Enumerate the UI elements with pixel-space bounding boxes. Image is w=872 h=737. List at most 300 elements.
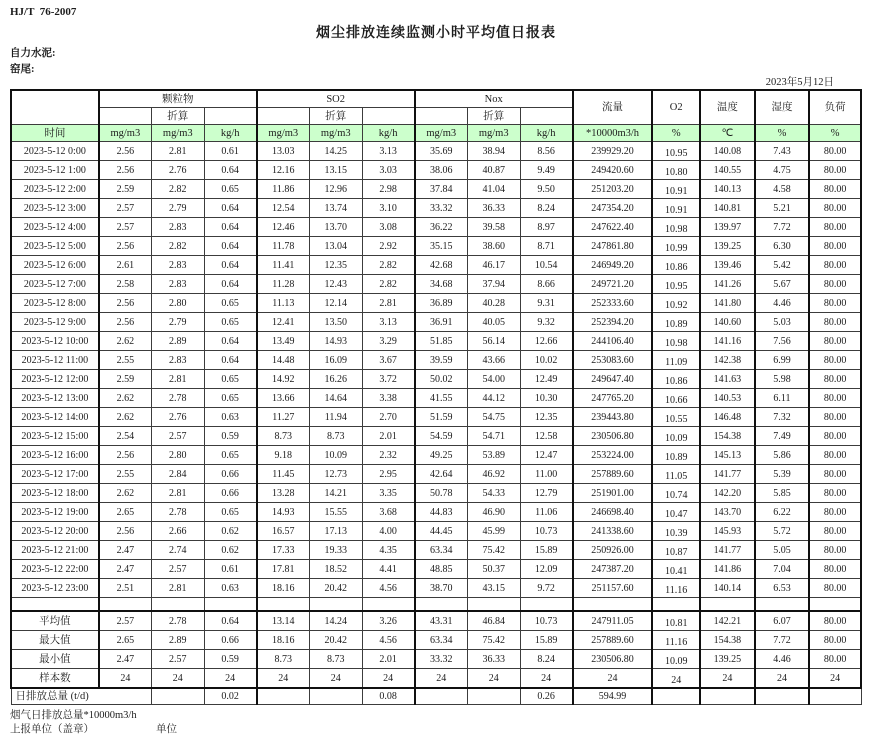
value-cell: 3.29 — [362, 332, 415, 351]
load-header: 负荷 — [809, 90, 861, 125]
value-cell: 10.86 — [652, 370, 700, 389]
value-cell: 2.56 — [99, 237, 152, 256]
value-cell: 141.80 — [700, 294, 755, 313]
value-cell: 12.49 — [520, 370, 573, 389]
value-cell: 54.71 — [467, 427, 520, 446]
hour-row — [11, 560, 861, 579]
value-cell: 12.41 — [257, 313, 310, 332]
value-cell: 9.50 — [520, 180, 573, 199]
value-cell: 8.73 — [257, 427, 310, 446]
value-cell: 2.83 — [151, 275, 204, 294]
value-cell: 51.85 — [415, 332, 468, 351]
value-cell: 12.35 — [520, 408, 573, 427]
summary-value-cell: 24 — [467, 669, 520, 689]
time-cell: 2023-5-12 10:00 — [11, 332, 99, 351]
value-cell: 2.56 — [99, 142, 152, 161]
value-cell: 2.82 — [362, 275, 415, 294]
blank-cell — [652, 598, 700, 612]
summary-value-cell: 6.07 — [755, 611, 810, 631]
daily-total-cell — [151, 688, 204, 705]
value-cell: 10.09 — [309, 446, 362, 465]
time-cell: 2023-5-12 1:00 — [11, 161, 99, 180]
value-cell: 2.59 — [99, 370, 152, 389]
value-cell: 3.10 — [362, 199, 415, 218]
value-cell: 0.61 — [204, 560, 257, 579]
daily-total-cell: 594.99 — [573, 688, 653, 705]
value-cell: 10.55 — [652, 408, 700, 427]
value-cell: 6.11 — [755, 389, 810, 408]
value-cell: 42.64 — [415, 465, 468, 484]
summary-value-cell: 24 — [520, 669, 573, 689]
summary-value-cell: 24 — [99, 669, 152, 689]
value-cell: 10.47 — [652, 503, 700, 522]
summary-value-cell: 154.38 — [700, 631, 755, 650]
value-cell: 140.81 — [700, 199, 755, 218]
flue-gas-total-note: 烟气日排放总量*10000m3/h — [10, 710, 137, 721]
value-cell: 2.80 — [151, 446, 204, 465]
value-cell: 250926.00 — [573, 541, 653, 560]
value-cell: 0.64 — [204, 199, 257, 218]
time-cell: 2023-5-12 8:00 — [11, 294, 99, 313]
time-cell: 2023-5-12 9:00 — [11, 313, 99, 332]
daily-total-cell — [755, 688, 810, 705]
time-cell: 2023-5-12 15:00 — [11, 427, 99, 446]
value-cell: 10.98 — [652, 218, 700, 237]
value-cell: 2.32 — [362, 446, 415, 465]
value-cell: 8.73 — [309, 427, 362, 446]
value-cell: 5.39 — [755, 465, 810, 484]
value-cell: 10.73 — [520, 522, 573, 541]
value-cell: 2.66 — [151, 522, 204, 541]
summary-value-cell: 10.81 — [652, 611, 700, 631]
value-cell: 13.49 — [257, 332, 310, 351]
value-cell: 0.64 — [204, 237, 257, 256]
value-cell: 0.65 — [204, 389, 257, 408]
report-unit-label: 上报单位（盖章） — [10, 724, 94, 735]
value-cell: 40.28 — [467, 294, 520, 313]
summary-value-cell: 2.01 — [362, 650, 415, 669]
value-cell: 19.33 — [309, 541, 362, 560]
value-cell: 15.55 — [309, 503, 362, 522]
value-cell: 2.83 — [151, 351, 204, 370]
value-cell: 80.00 — [809, 484, 861, 503]
value-cell: 6.53 — [755, 579, 810, 598]
value-cell: 2.47 — [99, 541, 152, 560]
value-cell: 44.83 — [415, 503, 468, 522]
value-cell: 46.90 — [467, 503, 520, 522]
value-cell: 239443.80 — [573, 408, 653, 427]
value-cell: 10.80 — [652, 161, 700, 180]
value-cell: 2.92 — [362, 237, 415, 256]
time-cell: 2023-5-12 18:00 — [11, 484, 99, 503]
time-cell: 2023-5-12 14:00 — [11, 408, 99, 427]
page-title: 烟尘排放连续监测小时平均值日报表 — [316, 26, 556, 41]
value-cell: 10.87 — [652, 541, 700, 560]
value-cell: 11.41 — [257, 256, 310, 275]
time-cell: 2023-5-12 22:00 — [11, 560, 99, 579]
value-cell: 80.00 — [809, 427, 861, 446]
value-cell: 2.54 — [99, 427, 152, 446]
converted-label: 折算 — [467, 108, 520, 125]
summary-value-cell: 43.31 — [415, 611, 468, 631]
value-cell: 13.66 — [257, 389, 310, 408]
value-cell: 9.18 — [257, 446, 310, 465]
summary-value-cell: 24 — [362, 669, 415, 689]
value-cell: 12.73 — [309, 465, 362, 484]
hour-row — [11, 541, 861, 560]
summary-value-cell: 257889.60 — [573, 631, 653, 650]
value-cell: 11.28 — [257, 275, 310, 294]
value-cell: 139.97 — [700, 218, 755, 237]
summary-value-cell: 8.24 — [520, 650, 573, 669]
summary-value-cell: 4.46 — [755, 650, 810, 669]
summary-value-cell: 10.09 — [652, 650, 700, 669]
daily-total-cell: 0.02 — [204, 688, 257, 705]
value-cell: 2.51 — [99, 579, 152, 598]
value-cell: 16.09 — [309, 351, 362, 370]
value-cell: 10.86 — [652, 256, 700, 275]
value-cell: 2.56 — [99, 313, 152, 332]
value-cell: 7.32 — [755, 408, 810, 427]
header-group-row — [11, 90, 861, 108]
value-cell: 0.59 — [204, 427, 257, 446]
value-cell: 2.78 — [151, 389, 204, 408]
value-cell: 80.00 — [809, 465, 861, 484]
value-cell: 38.60 — [467, 237, 520, 256]
value-cell: 2.59 — [99, 180, 152, 199]
blank-cell — [257, 598, 310, 612]
value-cell: 140.13 — [700, 180, 755, 199]
summary-value-cell: 2.57 — [99, 611, 152, 631]
value-cell: 13.70 — [309, 218, 362, 237]
value-cell: 16.57 — [257, 522, 310, 541]
hour-row — [11, 446, 861, 465]
value-cell: 139.25 — [700, 237, 755, 256]
value-cell: 2.84 — [151, 465, 204, 484]
value-cell: 13.03 — [257, 142, 310, 161]
value-cell: 75.42 — [467, 541, 520, 560]
value-cell: 80.00 — [809, 142, 861, 161]
value-cell: 80.00 — [809, 446, 861, 465]
value-cell: 140.53 — [700, 389, 755, 408]
value-cell: 253083.60 — [573, 351, 653, 370]
blank-cell — [415, 108, 468, 125]
summary-value-cell: 3.26 — [362, 611, 415, 631]
value-cell: 12.14 — [309, 294, 362, 313]
value-cell: 11.86 — [257, 180, 310, 199]
daily-total-cell — [257, 688, 310, 705]
value-cell: 10.41 — [652, 560, 700, 579]
value-cell: 10.39 — [652, 522, 700, 541]
value-cell: 141.63 — [700, 370, 755, 389]
value-cell: 80.00 — [809, 541, 861, 560]
footer — [10, 709, 862, 737]
value-cell: 2.83 — [151, 218, 204, 237]
value-cell: 9.31 — [520, 294, 573, 313]
value-cell: 5.86 — [755, 446, 810, 465]
unit-cell: mg/m3 — [467, 125, 520, 142]
value-cell: 2.47 — [99, 560, 152, 579]
value-cell: 251901.00 — [573, 484, 653, 503]
hour-row — [11, 180, 861, 199]
converted-label: 折算 — [309, 108, 362, 125]
summary-value-cell: 2.65 — [99, 631, 152, 650]
value-cell: 0.66 — [204, 484, 257, 503]
hour-row — [11, 370, 861, 389]
summary-value-cell: 139.25 — [700, 650, 755, 669]
value-cell: 15.89 — [520, 541, 573, 560]
value-cell: 10.91 — [652, 199, 700, 218]
value-cell: 141.86 — [700, 560, 755, 579]
hour-row — [11, 389, 861, 408]
summary-row — [11, 669, 861, 689]
value-cell: 45.99 — [467, 522, 520, 541]
value-cell: 80.00 — [809, 218, 861, 237]
value-cell: 140.14 — [700, 579, 755, 598]
summary-value-cell: 7.72 — [755, 631, 810, 650]
unit-cell: % — [652, 125, 700, 142]
blank-cell — [11, 598, 99, 612]
group-nox-header: Nox — [415, 90, 573, 108]
kiln-location: 窑尾: — [10, 64, 35, 75]
value-cell: 2.61 — [99, 256, 152, 275]
time-cell: 2023-5-12 19:00 — [11, 503, 99, 522]
value-cell: 14.48 — [257, 351, 310, 370]
summary-value-cell: 24 — [151, 669, 204, 689]
hour-row — [11, 199, 861, 218]
flow-header: 流量 — [573, 90, 653, 125]
value-cell: 0.66 — [204, 465, 257, 484]
value-cell: 80.00 — [809, 522, 861, 541]
value-cell: 247622.40 — [573, 218, 653, 237]
daily-total-cell — [309, 688, 362, 705]
value-cell: 141.77 — [700, 465, 755, 484]
blank-cell — [415, 598, 468, 612]
value-cell: 35.69 — [415, 142, 468, 161]
value-cell: 8.56 — [520, 142, 573, 161]
value-cell: 9.49 — [520, 161, 573, 180]
summary-value-cell: 24 — [573, 669, 653, 689]
blank-cell — [362, 108, 415, 125]
value-cell: 5.67 — [755, 275, 810, 294]
value-cell: 0.64 — [204, 275, 257, 294]
summary-value-cell: 24 — [809, 669, 861, 689]
value-cell: 0.63 — [204, 579, 257, 598]
summary-row — [11, 611, 861, 631]
hour-row — [11, 256, 861, 275]
unit-label: 单位 — [156, 724, 177, 735]
summary-label: 样本数 — [11, 669, 99, 689]
hour-row — [11, 408, 861, 427]
time-cell: 2023-5-12 17:00 — [11, 465, 99, 484]
value-cell: 43.15 — [467, 579, 520, 598]
summary-label: 平均值 — [11, 611, 99, 631]
blank-cell — [257, 108, 310, 125]
unit-cell: kg/h — [362, 125, 415, 142]
value-cell: 2.81 — [151, 484, 204, 503]
value-cell: 2.82 — [362, 256, 415, 275]
value-cell: 251157.60 — [573, 579, 653, 598]
value-cell: 11.27 — [257, 408, 310, 427]
value-cell: 80.00 — [809, 579, 861, 598]
group-so2-header: SO2 — [257, 90, 415, 108]
summary-value-cell: 75.42 — [467, 631, 520, 650]
time-column-header: 时间 — [11, 125, 99, 142]
value-cell: 44.45 — [415, 522, 468, 541]
value-cell: 2.81 — [151, 579, 204, 598]
summary-value-cell: 24 — [204, 669, 257, 689]
value-cell: 38.70 — [415, 579, 468, 598]
value-cell: 8.24 — [520, 199, 573, 218]
summary-value-cell: 63.34 — [415, 631, 468, 650]
company-name: 自力水泥: — [10, 48, 56, 59]
blank-cell — [99, 598, 152, 612]
hour-row — [11, 237, 861, 256]
daily-total-cell — [700, 688, 755, 705]
value-cell: 7.04 — [755, 560, 810, 579]
value-cell: 50.37 — [467, 560, 520, 579]
value-cell: 246698.40 — [573, 503, 653, 522]
daily-total-cell — [652, 688, 700, 705]
value-cell: 80.00 — [809, 332, 861, 351]
value-cell: 2.83 — [151, 256, 204, 275]
time-cell: 2023-5-12 6:00 — [11, 256, 99, 275]
value-cell: 80.00 — [809, 199, 861, 218]
humidity-header: 湿度 — [755, 90, 810, 125]
daily-total-label: 日排放总量 (t/d) — [11, 688, 151, 705]
value-cell: 14.64 — [309, 389, 362, 408]
value-cell: 2.55 — [99, 465, 152, 484]
value-cell: 4.00 — [362, 522, 415, 541]
value-cell: 2.62 — [99, 389, 152, 408]
value-cell: 7.43 — [755, 142, 810, 161]
summary-value-cell: 11.16 — [652, 631, 700, 650]
value-cell: 140.55 — [700, 161, 755, 180]
value-cell: 54.00 — [467, 370, 520, 389]
report-date: 2023年5月12日 — [765, 77, 834, 88]
time-header-blank — [11, 90, 99, 125]
value-cell: 10.95 — [652, 275, 700, 294]
value-cell: 17.13 — [309, 522, 362, 541]
value-cell: 38.06 — [415, 161, 468, 180]
value-cell: 142.38 — [700, 351, 755, 370]
blank-cell — [204, 598, 257, 612]
summary-value-cell: 0.59 — [204, 650, 257, 669]
value-cell: 80.00 — [809, 161, 861, 180]
value-cell: 7.72 — [755, 218, 810, 237]
blank-cell — [573, 598, 653, 612]
header-units-row — [11, 125, 861, 142]
value-cell: 139.46 — [700, 256, 755, 275]
summary-value-cell: 24 — [415, 669, 468, 689]
summary-value-cell: 20.42 — [309, 631, 362, 650]
unit-cell: *10000m3/h — [573, 125, 653, 142]
value-cell: 14.93 — [257, 503, 310, 522]
value-cell: 10.95 — [652, 142, 700, 161]
value-cell: 9.32 — [520, 313, 573, 332]
value-cell: 39.59 — [415, 351, 468, 370]
blank-cell — [204, 108, 257, 125]
value-cell: 54.75 — [467, 408, 520, 427]
value-cell: 2.76 — [151, 408, 204, 427]
value-cell: 10.91 — [652, 180, 700, 199]
value-cell: 239929.20 — [573, 142, 653, 161]
value-cell: 56.14 — [467, 332, 520, 351]
value-cell: 0.63 — [204, 408, 257, 427]
value-cell: 2.57 — [151, 560, 204, 579]
value-cell: 10.89 — [652, 446, 700, 465]
value-cell: 8.66 — [520, 275, 573, 294]
summary-value-cell: 2.57 — [151, 650, 204, 669]
value-cell: 80.00 — [809, 351, 861, 370]
unit-cell: ℃ — [700, 125, 755, 142]
o2-header: O2 — [652, 90, 700, 125]
value-cell: 2.80 — [151, 294, 204, 313]
value-cell: 13.04 — [309, 237, 362, 256]
hour-row — [11, 332, 861, 351]
summary-value-cell: 230506.80 — [573, 650, 653, 669]
value-cell: 12.35 — [309, 256, 362, 275]
blank-cell — [309, 598, 362, 612]
value-cell: 2.70 — [362, 408, 415, 427]
value-cell: 7.56 — [755, 332, 810, 351]
value-cell: 6.22 — [755, 503, 810, 522]
value-cell: 10.30 — [520, 389, 573, 408]
daily-total-cell: 0.26 — [520, 688, 573, 705]
time-cell: 2023-5-12 13:00 — [11, 389, 99, 408]
value-cell: 80.00 — [809, 294, 861, 313]
value-cell: 249721.20 — [573, 275, 653, 294]
value-cell: 140.60 — [700, 313, 755, 332]
value-cell: 2.89 — [151, 332, 204, 351]
value-cell: 2.82 — [151, 237, 204, 256]
blank-cell — [151, 598, 204, 612]
unit-cell: mg/m3 — [415, 125, 468, 142]
summary-value-cell: 80.00 — [809, 650, 861, 669]
value-cell: 0.62 — [204, 522, 257, 541]
hour-row — [11, 161, 861, 180]
value-cell: 247765.20 — [573, 389, 653, 408]
value-cell: 2.79 — [151, 313, 204, 332]
value-cell: 7.49 — [755, 427, 810, 446]
blank-cell — [700, 598, 755, 612]
value-cell: 11.45 — [257, 465, 310, 484]
time-cell: 2023-5-12 21:00 — [11, 541, 99, 560]
value-cell: 143.70 — [700, 503, 755, 522]
value-cell: 3.13 — [362, 313, 415, 332]
value-cell: 2.56 — [99, 161, 152, 180]
time-cell: 2023-5-12 16:00 — [11, 446, 99, 465]
value-cell: 33.32 — [415, 199, 468, 218]
value-cell: 2.74 — [151, 541, 204, 560]
value-cell: 54.33 — [467, 484, 520, 503]
value-cell: 246949.20 — [573, 256, 653, 275]
value-cell: 5.03 — [755, 313, 810, 332]
time-cell: 2023-5-12 2:00 — [11, 180, 99, 199]
hour-row — [11, 294, 861, 313]
value-cell: 17.33 — [257, 541, 310, 560]
value-cell: 18.16 — [257, 579, 310, 598]
time-cell: 2023-5-12 23:00 — [11, 579, 99, 598]
blank-cell — [467, 598, 520, 612]
value-cell: 80.00 — [809, 503, 861, 522]
time-cell: 2023-5-12 12:00 — [11, 370, 99, 389]
value-cell: 247387.20 — [573, 560, 653, 579]
value-cell: 80.00 — [809, 408, 861, 427]
value-cell: 46.92 — [467, 465, 520, 484]
value-cell: 142.20 — [700, 484, 755, 503]
summary-value-cell: 80.00 — [809, 611, 861, 631]
